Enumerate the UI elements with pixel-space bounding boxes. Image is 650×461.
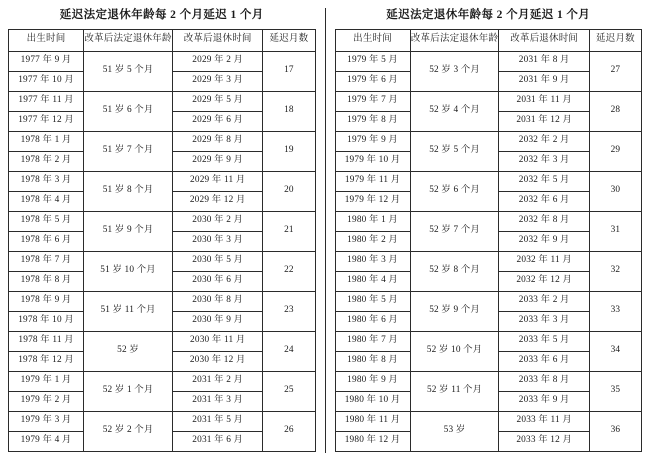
birth-cell: 1977 年 9 月 xyxy=(9,51,84,71)
retirement-age-cell: 52 岁 1 个月 xyxy=(84,371,173,411)
birth-cell: 1979 年 3 月 xyxy=(9,411,84,431)
right-table-panel xyxy=(326,6,643,455)
delay-months-cell: 36 xyxy=(589,411,641,451)
retirement-age-cell: 53 岁 xyxy=(410,411,499,451)
delay-months-cell: 18 xyxy=(263,91,315,131)
delay-months-cell: 23 xyxy=(263,291,315,331)
table-row xyxy=(9,411,316,431)
birth-cell: 1977 年 11 月 xyxy=(9,91,84,111)
birth-cell: 1980 年 1 月 xyxy=(335,211,410,231)
delay-months-cell: 32 xyxy=(589,251,641,291)
retirement-age-cell: 51 岁 9 个月 xyxy=(84,211,173,251)
table-row xyxy=(9,331,316,351)
retirement-date-cell: 2029 年 6 月 xyxy=(172,111,262,131)
retirement-date-cell: 2031 年 11 月 xyxy=(499,91,589,111)
retirement-date-cell: 2030 年 5 月 xyxy=(172,251,262,271)
retirement-age-cell: 52 岁 6 个月 xyxy=(410,171,499,211)
delay-months-cell: 30 xyxy=(589,171,641,211)
retirement-date-cell: 2031 年 3 月 xyxy=(172,391,262,411)
retirement-date-cell: 2032 年 9 月 xyxy=(499,231,589,251)
retirement-age-cell: 52 岁 9 个月 xyxy=(410,291,499,331)
birth-cell: 1979 年 11 月 xyxy=(335,171,410,191)
retirement-date-cell: 2030 年 3 月 xyxy=(172,231,262,251)
column-header-birth: 出生时间 xyxy=(335,29,410,51)
delay-months-cell: 26 xyxy=(263,411,315,451)
retirement-date-cell: 2031 年 12 月 xyxy=(499,111,589,131)
birth-cell: 1978 年 5 月 xyxy=(9,211,84,231)
retirement-date-cell: 2030 年 6 月 xyxy=(172,271,262,291)
column-header-retirement-date: 改革后退休时间 xyxy=(499,29,589,51)
retirement-date-cell: 2030 年 8 月 xyxy=(172,291,262,311)
table-row xyxy=(9,211,316,231)
retirement-age-cell: 52 岁 11 个月 xyxy=(410,371,499,411)
retirement-date-cell: 2033 年 9 月 xyxy=(499,391,589,411)
birth-cell: 1978 年 9 月 xyxy=(9,291,84,311)
retirement-date-cell: 2030 年 11 月 xyxy=(172,331,262,351)
retirement-age-cell: 52 岁 2 个月 xyxy=(84,411,173,451)
retirement-age-cell: 51 岁 11 个月 xyxy=(84,291,173,331)
retirement-date-cell: 2033 年 5 月 xyxy=(499,331,589,351)
retirement-date-cell: 2032 年 8 月 xyxy=(499,211,589,231)
column-header-retirement-date: 改革后退休时间 xyxy=(172,29,262,51)
delay-months-cell: 20 xyxy=(263,171,315,211)
birth-cell: 1980 年 11 月 xyxy=(335,411,410,431)
retirement-age-cell: 51 岁 8 个月 xyxy=(84,171,173,211)
delay-months-cell: 25 xyxy=(263,371,315,411)
retirement-date-cell: 2029 年 8 月 xyxy=(172,131,262,151)
delay-months-cell: 31 xyxy=(589,211,641,251)
retirement-date-cell: 2033 年 12 月 xyxy=(499,431,589,451)
table-row xyxy=(9,171,316,191)
delay-months-cell: 28 xyxy=(589,91,641,131)
retirement-date-cell: 2029 年 2 月 xyxy=(172,51,262,71)
birth-cell: 1978 年 11 月 xyxy=(9,331,84,351)
birth-cell: 1979 年 6 月 xyxy=(335,71,410,91)
delay-months-cell: 19 xyxy=(263,131,315,171)
delay-months-cell: 33 xyxy=(589,291,641,331)
delay-months-cell: 22 xyxy=(263,251,315,291)
birth-cell: 1980 年 6 月 xyxy=(335,311,410,331)
left-table-caption: 延迟法定退休年龄每 2 个月延迟 1 个月 xyxy=(59,9,264,21)
table-row xyxy=(335,251,642,271)
retirement-date-cell: 2033 年 6 月 xyxy=(499,351,589,371)
right-table-caption: 延迟法定退休年龄每 2 个月延迟 1 个月 xyxy=(386,9,591,21)
retirement-date-cell: 2030 年 12 月 xyxy=(172,351,262,371)
delay-months-cell: 35 xyxy=(589,371,641,411)
retirement-age-cell: 52 岁 8 个月 xyxy=(410,251,499,291)
retirement-date-cell: 2033 年 2 月 xyxy=(499,291,589,311)
retirement-date-cell: 2030 年 2 月 xyxy=(172,211,262,231)
column-header-retirement-age: 改革后法定退休年龄 xyxy=(84,29,173,51)
birth-cell: 1978 年 12 月 xyxy=(9,351,84,371)
birth-cell: 1980 年 5 月 xyxy=(335,291,410,311)
table-row xyxy=(9,91,316,111)
birth-cell: 1980 年 7 月 xyxy=(335,331,410,351)
retirement-age-cell: 51 岁 5 个月 xyxy=(84,51,173,91)
left-table-body xyxy=(9,51,316,451)
delay-months-cell: 34 xyxy=(589,331,641,371)
table-row xyxy=(9,51,316,71)
birth-cell: 1978 年 2 月 xyxy=(9,151,84,171)
birth-cell: 1979 年 2 月 xyxy=(9,391,84,411)
retirement-date-cell: 2031 年 5 月 xyxy=(172,411,262,431)
retirement-age-cell: 52 岁 xyxy=(84,331,173,371)
retirement-age-cell: 51 岁 7 个月 xyxy=(84,131,173,171)
birth-cell: 1979 年 12 月 xyxy=(335,191,410,211)
retirement-date-cell: 2032 年 2 月 xyxy=(499,131,589,151)
retirement-age-cell: 52 岁 7 个月 xyxy=(410,211,499,251)
delay-months-cell: 24 xyxy=(263,331,315,371)
birth-cell: 1980 年 2 月 xyxy=(335,231,410,251)
birth-cell: 1980 年 8 月 xyxy=(335,351,410,371)
retirement-date-cell: 2031 年 6 月 xyxy=(172,431,262,451)
column-header-birth: 出生时间 xyxy=(9,29,84,51)
delay-months-cell: 29 xyxy=(589,131,641,171)
birth-cell: 1977 年 12 月 xyxy=(9,111,84,131)
left-table-panel xyxy=(8,6,325,455)
column-header-delay-months: 延迟月数 xyxy=(263,29,315,51)
birth-cell: 1980 年 10 月 xyxy=(335,391,410,411)
birth-cell: 1978 年 7 月 xyxy=(9,251,84,271)
birth-cell: 1977 年 10 月 xyxy=(9,71,84,91)
left-schedule-table xyxy=(8,29,316,452)
birth-cell: 1980 年 9 月 xyxy=(335,371,410,391)
table-row xyxy=(335,211,642,231)
birth-cell: 1980 年 4 月 xyxy=(335,271,410,291)
birth-cell: 1978 年 6 月 xyxy=(9,231,84,251)
delay-months-cell: 17 xyxy=(263,51,315,91)
birth-cell: 1978 年 8 月 xyxy=(9,271,84,291)
birth-cell: 1978 年 3 月 xyxy=(9,171,84,191)
retirement-date-cell: 2032 年 3 月 xyxy=(499,151,589,171)
delay-months-cell: 27 xyxy=(589,51,641,91)
table-header-row xyxy=(335,29,642,51)
retirement-date-cell: 2029 年 12 月 xyxy=(172,191,262,211)
table-row xyxy=(9,131,316,151)
retirement-date-cell: 2032 年 11 月 xyxy=(499,251,589,271)
birth-cell: 1979 年 5 月 xyxy=(335,51,410,71)
birth-cell: 1979 年 8 月 xyxy=(335,111,410,131)
birth-cell: 1979 年 9 月 xyxy=(335,131,410,151)
retirement-date-cell: 2029 年 11 月 xyxy=(172,171,262,191)
retirement-date-cell: 2029 年 3 月 xyxy=(172,71,262,91)
table-row xyxy=(9,251,316,271)
birth-cell: 1980 年 3 月 xyxy=(335,251,410,271)
retirement-age-cell: 51 岁 6 个月 xyxy=(84,91,173,131)
birth-cell: 1979 年 1 月 xyxy=(9,371,84,391)
table-row xyxy=(9,291,316,311)
birth-cell: 1980 年 12 月 xyxy=(335,431,410,451)
retirement-date-cell: 2030 年 9 月 xyxy=(172,311,262,331)
retirement-age-cell: 52 岁 10 个月 xyxy=(410,331,499,371)
table-row xyxy=(335,411,642,431)
birth-cell: 1979 年 10 月 xyxy=(335,151,410,171)
retirement-age-cell: 51 岁 10 个月 xyxy=(84,251,173,291)
retirement-date-cell: 2031 年 9 月 xyxy=(499,71,589,91)
birth-cell: 1978 年 4 月 xyxy=(9,191,84,211)
table-header-row xyxy=(9,29,316,51)
retirement-age-cell: 52 岁 5 个月 xyxy=(410,131,499,171)
right-table-body xyxy=(335,51,642,451)
retirement-date-cell: 2032 年 12 月 xyxy=(499,271,589,291)
retirement-date-cell: 2031 年 8 月 xyxy=(499,51,589,71)
column-header-retirement-age: 改革后法定退休年龄 xyxy=(410,29,499,51)
delay-months-cell: 21 xyxy=(263,211,315,251)
retirement-age-cell: 52 岁 3 个月 xyxy=(410,51,499,91)
retirement-date-cell: 2033 年 8 月 xyxy=(499,371,589,391)
table-row xyxy=(335,331,642,351)
retirement-date-cell: 2033 年 11 月 xyxy=(499,411,589,431)
table-row xyxy=(335,91,642,111)
birth-cell: 1978 年 1 月 xyxy=(9,131,84,151)
retirement-age-cell: 52 岁 4 个月 xyxy=(410,91,499,131)
table-row xyxy=(335,371,642,391)
column-header-delay-months: 延迟月数 xyxy=(589,29,641,51)
table-row xyxy=(335,131,642,151)
birth-cell: 1979 年 7 月 xyxy=(335,91,410,111)
retirement-date-cell: 2033 年 3 月 xyxy=(499,311,589,331)
right-schedule-table xyxy=(335,29,643,452)
birth-cell: 1979 年 4 月 xyxy=(9,431,84,451)
birth-cell: 1978 年 10 月 xyxy=(9,311,84,331)
retirement-date-cell: 2031 年 2 月 xyxy=(172,371,262,391)
table-row xyxy=(335,51,642,71)
table-row xyxy=(9,371,316,391)
table-row xyxy=(335,171,642,191)
retirement-date-cell: 2032 年 5 月 xyxy=(499,171,589,191)
retirement-date-cell: 2029 年 5 月 xyxy=(172,91,262,111)
retirement-date-cell: 2032 年 6 月 xyxy=(499,191,589,211)
table-row xyxy=(335,291,642,311)
retirement-date-cell: 2029 年 9 月 xyxy=(172,151,262,171)
